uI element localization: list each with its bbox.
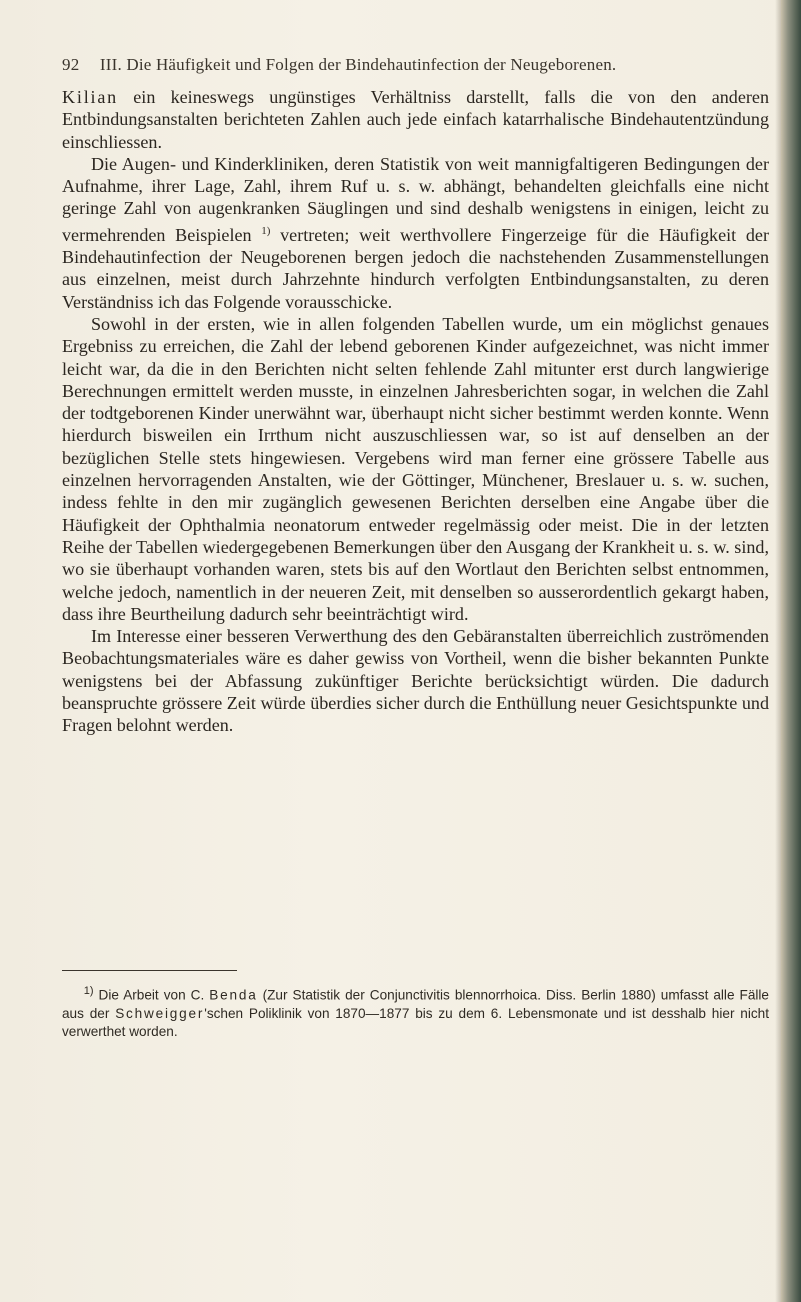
footnote-text-b: (Zur Statistik der Conjunctivitis blennorrhoica. Diss. Berlin 1880) umfasst alle Fälle aus der bbox=[62, 987, 769, 1021]
footnote-text-a: Die Arbeit von C. bbox=[93, 987, 210, 1003]
paragraph-1-text: ein keineswegs ungünstiges Verhältniss darstellt, falls die von den anderen Entbindungsanstalten berichteten Zahlen auch jede einfach katarrhalische Bindehautentzündung einschliessen. bbox=[62, 87, 769, 152]
footnote-divider bbox=[62, 970, 237, 971]
page-number: 92 bbox=[62, 55, 80, 74]
paragraph-3: Sowohl in der ersten, wie in allen folgenden Tabellen wurde, um ein möglichst genaues Ergebniss zu erreichen, die Zahl der lebend geborenen Kinder aufgezeichnet, was nicht immer leicht war, da die in den Berichten nicht selten fehlende Zahl mitunter erst durch langwierige Berechnungen ermittelt werden musste, in einzelnen Jahresberichten sogar, in welchen die Zahl der todtgeborenen Kinder unerwähnt war, überhaupt nicht sicher bestimmt werden konnte. Wenn hierdurch bisweilen ein Irrthum nicht auszuschliessen war, so ist auf denselben an der bezüglichen Stelle stets hingewiesen. Vergebens wird man ferner eine grössere Tabelle aus einzelnen hervorragenden Anstalten, wie der Göttinger, Münchener, Breslauer u. s. w. suchen, indess fehlte in den mir zugänglich gewesenen Berichten derselben eine Angabe über die Häufigkeit der Ophthalmia neonatorum entweder regelmässig oder meist. Die in der letzten Reihe der Tabellen wiedergegebenen Bemerkungen über den Ausgang der Krankheit u. s. w. sind, wo sie überhaupt vorhanden waren, stets bis auf den Wortlaut den Berichten selbst entnommen, welche jedoch, namentlich in der neueren Zeit, mit denselben so ausserordentlich gekargt haben, dass ihre Beurtheilung dadurch sehr beeinträchtigt wird. bbox=[62, 314, 769, 624]
paragraph-2-text-b: vertreten; weit werthvollere Fingerzeige für die Häufigkeit der Bindehautinfection der Neugeborenen bergen jedoch die nachstehenden Zusammenstellungen aus einzelnen, meist durch Jahrzehnte hindurch verfolgten Entbindungsanstalten, zu deren Verständniss ich das Folgende vorausschicke. bbox=[62, 224, 769, 312]
footnote bbox=[62, 982, 769, 1041]
paragraph-1 bbox=[62, 86, 769, 153]
author-name-kilian: Kilian bbox=[62, 87, 119, 107]
main-text bbox=[62, 86, 769, 737]
running-title: III. Die Häufigkeit und Folgen der Bindehautinfection der Neugeborenen. bbox=[99, 55, 617, 74]
running-header bbox=[62, 55, 762, 75]
footnote-text-c: 'schen Poliklinik von 1870—1877 bis zu dem 6. Lebensmonate und ist desshalb hier nicht verwerthet worden. bbox=[62, 1005, 769, 1039]
footnote-clinic: Schweigger bbox=[115, 1005, 205, 1021]
footnote-author: Benda bbox=[209, 987, 258, 1003]
paragraph-4: Im Interesse einer besseren Verwerthung des den Gebäranstalten überreichlich zuströmenden Beobachtungsmateriales wäre es daher gewiss von Vortheil, wenn die bisher bekannten Punkte wenigstens bei der Abfassung zukünftiger Berichte berücksichtigt würden. Die dadurch beanspruchte grössere Zeit würde überdies sicher durch die Enthüllung neuer Gesichtspunkte und Fragen belohnt werden. bbox=[62, 626, 769, 736]
paragraph-2 bbox=[62, 153, 769, 313]
footnote-mark: 1) bbox=[83, 985, 94, 997]
paragraph-2-text-a: Die Augen- und Kinderkliniken, deren Statistik von weit mannigfaltigeren Bedingungen der Aufnahme, ihrer Lage, Zahl, ihrem Ruf u. s. w. abhängt, behandelten gleichfalls eine nicht geringe Zahl von augenkranken Säuglingen und sind deshalb wenigstens in einigen, leicht zu vermehrenden Beispielen bbox=[62, 153, 769, 245]
page-edge bbox=[781, 0, 801, 1302]
footnote-text bbox=[62, 982, 769, 1041]
footnote-reference: 1) bbox=[261, 224, 271, 237]
